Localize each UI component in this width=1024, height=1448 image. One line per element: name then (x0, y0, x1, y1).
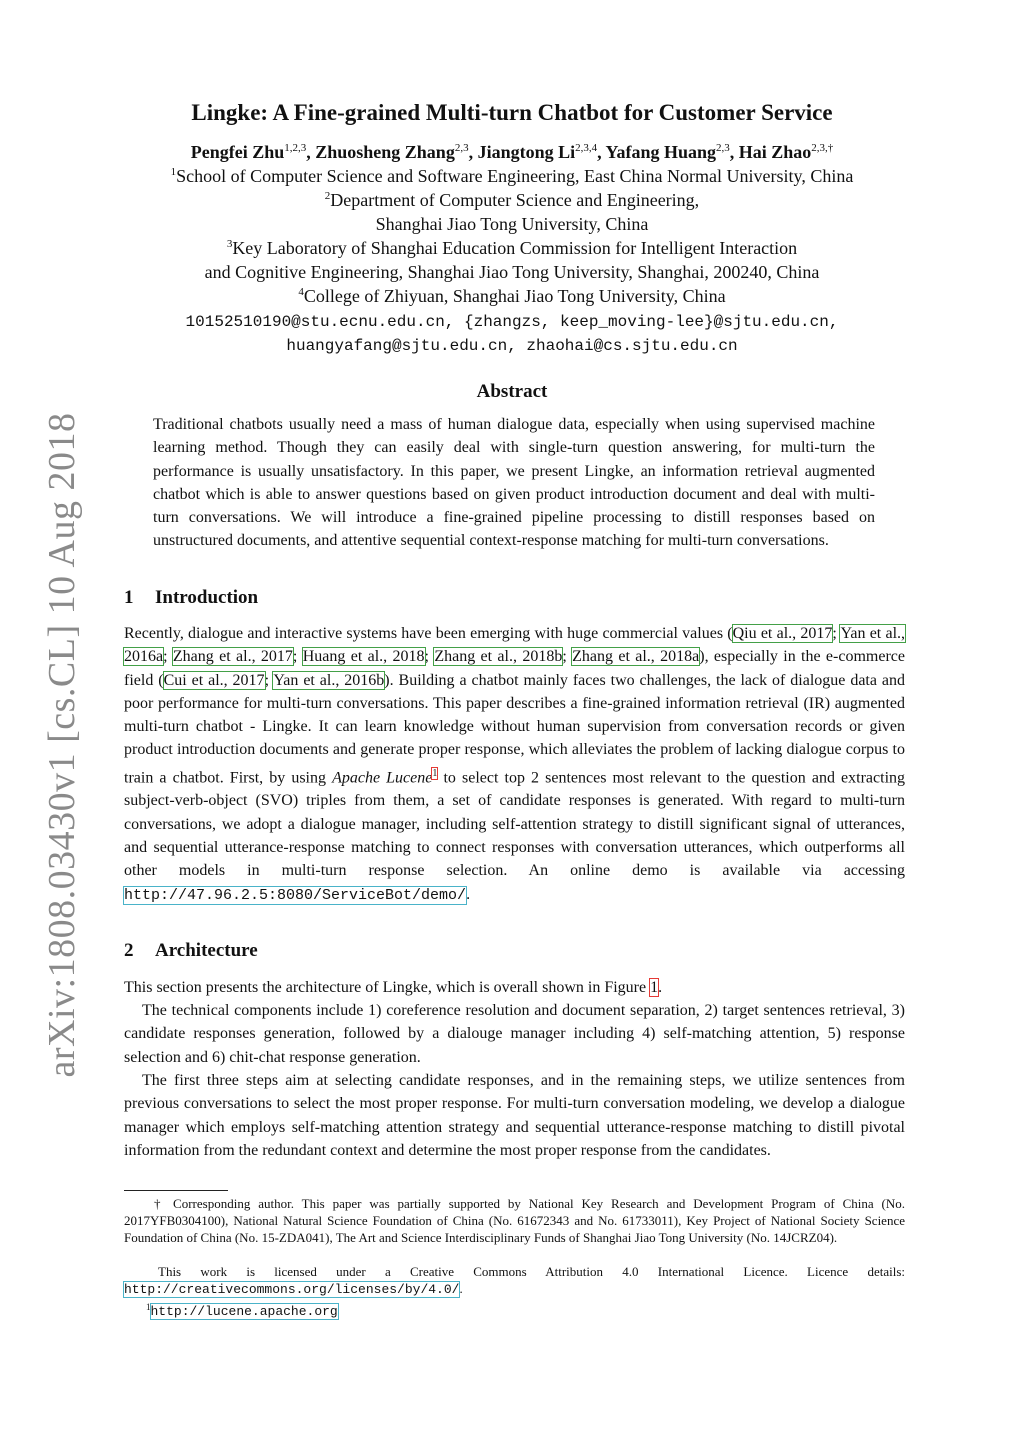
author-name: Yafang Huang (605, 142, 716, 162)
body-text: . (466, 885, 471, 903)
body-text: Recently, dialogue and interactive systems have been emerging with huge commercial values ( (124, 625, 733, 642)
architecture-paragraph-2: The technical components include 1) coreference resolution and document separation, 2) target sentences retrieval, 3) candidate responses generation, followed by a dialouge manager including 4) self-matching attention, 5) response selection and 6) chit-chat response generation. (124, 1002, 905, 1066)
author-affiliation-marker: 2,3,† (811, 142, 834, 154)
footnote-1 (146, 1299, 546, 1320)
author-affiliation-marker: 2,3 (715, 142, 730, 154)
license-url-link[interactable]: http://creativecommons.org/licenses/by/4.0/ (124, 1282, 460, 1297)
affiliation-marker: 3 (226, 238, 233, 250)
section-title: Architecture (155, 940, 258, 961)
affiliation-1 (0, 166, 1024, 187)
body-text: . (658, 979, 663, 996)
section-heading-introduction (124, 587, 258, 609)
author-name: Pengfei Zhu (190, 142, 285, 162)
citation-link[interactable]: Qiu et al., 2017 (732, 625, 833, 642)
affiliation-text: Department of Computer Science and Engineering, (330, 190, 700, 210)
footnote-marker: 1 (146, 1302, 151, 1312)
citation-link[interactable]: Cui et al., 2017 (163, 671, 265, 689)
introduction-paragraph (124, 622, 905, 907)
citation-separator: ; (424, 648, 435, 666)
footnote-ref-link[interactable]: 1 (432, 767, 438, 779)
author-affiliation-marker: 1,2,3 (284, 142, 307, 154)
affiliation-3 (0, 238, 1024, 259)
citation-separator: ; (264, 671, 274, 689)
body-text: This section presents the architecture of Lingke, which is overall shown in Figure (124, 979, 651, 996)
citation-separator: ; (292, 648, 303, 666)
citation-link[interactable]: Huang et al., 2018 (302, 648, 425, 666)
section-number: 1 (124, 587, 134, 608)
affiliation-marker: 4 (298, 286, 304, 298)
affiliation-2 (0, 190, 1024, 211)
affiliation-text: College of Zhiyuan, Shanghai Jiao Tong University, China (303, 286, 726, 306)
footnote-text: . (459, 1281, 463, 1296)
body-text: ). Building a chatbot mainly faces two challenges, the lack of dialogue data and poor performance for multi-turn conversations. This paper describes a fine-grained information retrieval (IR) augmented multi-turn chatbot - Lingke. It can learn knowledge without human supervision from conversation records or given product introduction documents and generate proper response, which alleviates the problem of lacking dialogue corpus to train a chatbot. First, by using (124, 671, 905, 787)
citation-separator: ; (163, 648, 173, 666)
affiliation-3-line-2: and Cognitive Engineering, Shanghai Jiao Tong University, Shanghai, 200240, China (204, 262, 820, 282)
affiliation-marker: 1 (170, 166, 177, 178)
section-number: 2 (124, 940, 134, 961)
citation-link[interactable]: Zhang et al., 2018b (434, 648, 563, 666)
paper-title: Lingke: A Fine-grained Multi-turn Chatbot for Customer Service (191, 100, 833, 125)
abstract-heading: Abstract (476, 381, 548, 402)
affiliation-marker: 2 (324, 190, 331, 202)
footnote-text: This work is licensed under a Creative Commons Attribution 4.0 International Licence. Licence details: (158, 1264, 905, 1279)
author-affiliation-marker: 2,3,4 (575, 142, 598, 154)
footnote-license (124, 1263, 905, 1298)
citation-link[interactable]: Yan et al., 2016a (124, 625, 906, 666)
architecture-paragraph-1 (124, 976, 905, 999)
figure-ref-link[interactable]: 1 (650, 979, 659, 996)
arxiv-identifier-stamp: arXiv:1808.03430v1 [cs.CL] 10 Aug 2018 (41, 412, 83, 1078)
author-name: Hai Zhao (738, 142, 812, 162)
citation-link[interactable]: Zhang et al., 2017 (172, 648, 293, 666)
author-name: Jiangtong Li (477, 142, 576, 162)
demo-url-link[interactable]: http://47.96.2.5:8080/ServiceBot/demo/ (124, 886, 467, 904)
body-text: to select top 2 sentences most relevant to the question and extracting subject-verb-object (SVO) triples from them, a set of candidate responses is generated. With regard to multi-turn conversations, we adopt a dialogue manager, including self-attention strategy to distill significant signal of utterances, and sequential utterance-response matching to connect responses with conversation utterances, which outperforms all other models in multi-turn response selection. An online demo is available via accessing (124, 769, 906, 880)
section-heading-architecture (124, 940, 258, 962)
author-list: Pengfei Zhu$^{1,2,3}$, Zhuosheng Zhang$^{2,3}$, Jiangtong Li$^{2,3,4}$, Yafang Huang$^{2,3}$, Hai Zhao$^{2,3,\dagger}$ (190, 142, 834, 162)
citation-separator: ; (562, 648, 573, 666)
lucene-url-link[interactable]: http://lucene.apache.org (150, 1304, 338, 1320)
citation-link[interactable]: Zhang et al., 2018a (572, 648, 700, 666)
architecture-paragraph-3: The first three steps aim at selecting candidate responses, and in the remaining steps, we utilize sentences from previous conversations to select the most proper response. For multi-turn conversation modeling, we develop a dialogue manager which employs self-matching attention strategy and sequential utterance-response matching to distill pivotal information from the redundant context and determine the most proper response from the candidates. (124, 1072, 905, 1159)
apache-lucene-term: Apache Lucene (332, 769, 433, 787)
footnote-divider (124, 1190, 228, 1191)
affiliation-text: Key Laboratory of Shanghai Education Commission for Intelligent Interaction (232, 238, 798, 258)
affiliation-2-line-2: Shanghai Jiao Tong University, China (375, 214, 649, 234)
author-name: Zhuosheng Zhang (315, 142, 455, 162)
affiliation-4 (0, 286, 1024, 307)
section-title: Introduction (155, 587, 259, 608)
email-line-2: huangyafang@sjtu.edu.cn, zhaohai@cs.sjtu.edu.cn (286, 337, 738, 355)
citation-link[interactable]: Yan et al., 2016b (273, 671, 385, 689)
citation-separator: ; (832, 625, 841, 642)
body-text: ), especially in the e-commerce field ( (124, 648, 905, 689)
author-affiliation-marker: 2,3 (454, 142, 469, 154)
footnote-corresponding-author: † Corresponding author. This paper was partially supported by National Key Research and Development Program of China (No. 2017YFB0304100), National Natural Science Foundation of China (No. 61672343 and No. 61733011), Key Project of National Society Science Foundation of China (No. 15-ZDA041), The Art and Science Interdisciplinary Funds of Shanghai Jiao Tong University (No. 14JCRZ04). (124, 1196, 905, 1245)
email-line-1: 10152510190@stu.ecnu.edu.cn, {zhangzs, keep_moving-lee}@sjtu.edu.cn, (185, 313, 839, 331)
abstract-body: Traditional chatbots usually need a mass of human dialogue data, especially when using supervised machine learning method. Though they can easily deal with single-turn question answering, for multi-turn the performance is usually unsatisfactory. In this paper, we present Lingke, an information retrieval augmented chatbot which is able to answer questions based on given product introduction document and deal with multi-turn conversations. We will introduce a fine-grained pipeline processing to distill responses based on unstructured documents, and attentive sequential context-response matching for multi-turn conversations. (153, 416, 875, 550)
affiliation-text: School of Computer Science and Software Engineering, East China Normal University, China (176, 166, 854, 186)
